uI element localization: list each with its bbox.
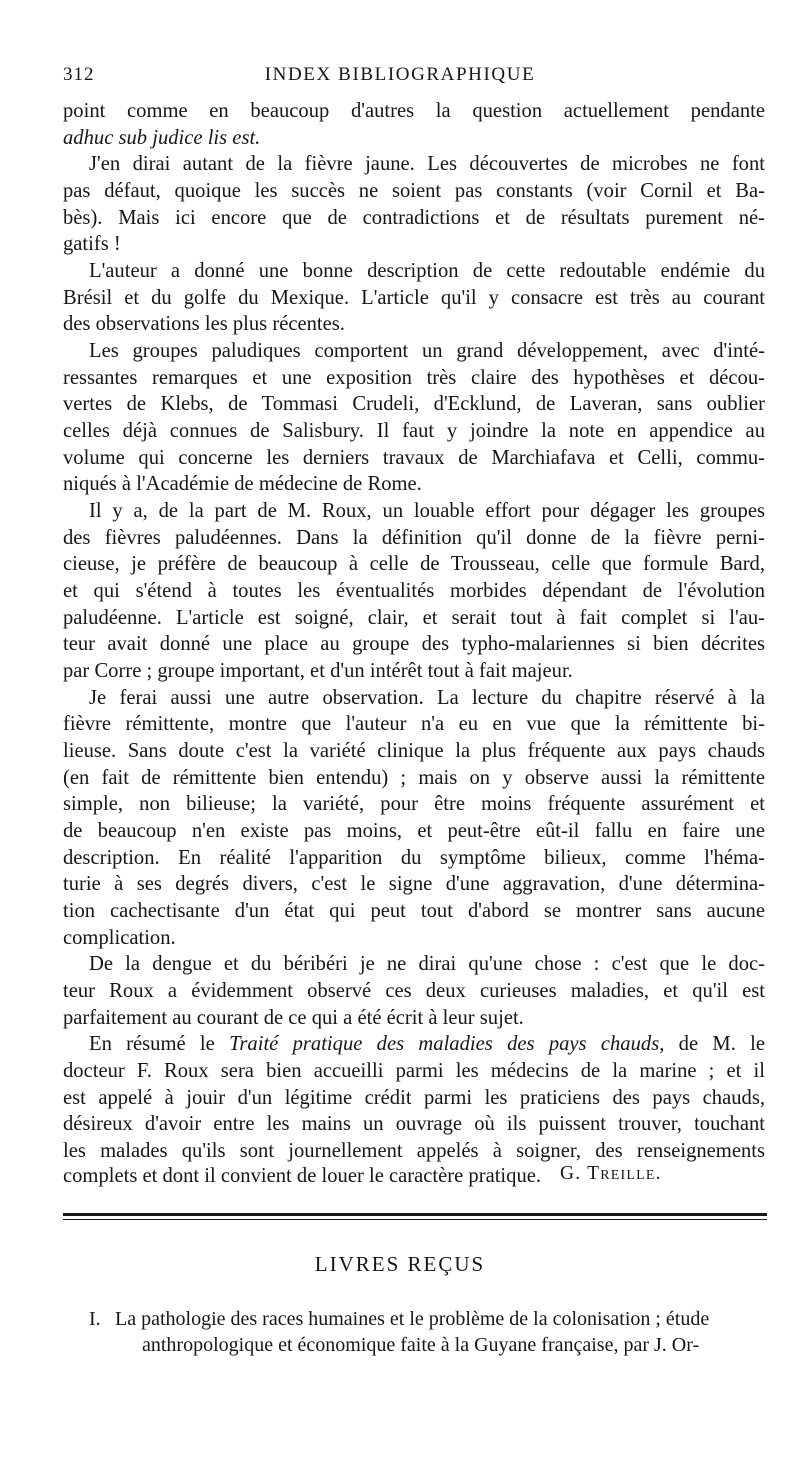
text-line: des observations les plus récentes. [63, 313, 345, 335]
text-line: teur Roux a évidemment observé ces deux curieuses maladies, et qu'il est [63, 980, 765, 1002]
text-line: par Corre ; groupe important, et d'un intérêt tout à fait majeur. [63, 660, 573, 682]
text-line: simple, non bilieuse; la variété, pour être moins fréquente assurément et [63, 793, 765, 815]
text-line: paludéenne. L'article est soigné, clair, et serait tout à fait complet si l'au- [63, 607, 765, 629]
text-line [89, 1031, 765, 1057]
entry-text: La pathologie des races humaines et le problème de la colonisation ; étude [115, 1308, 710, 1330]
text-line: désireux d'avoir entre les mains un ouvrage où ils puissent trouver, touchant [63, 1113, 765, 1135]
text-line: point comme en beaucoup d'autres la question actuellement pendante [63, 100, 765, 122]
entry-number: I. [89, 1308, 101, 1330]
text-line: gatifs ! [63, 233, 121, 255]
section-divider [63, 1213, 767, 1216]
text-line: description. En réalité l'apparition du symptôme bilieux, comme l'héma- [63, 847, 765, 869]
book-title: Traité pratique des maladies des pays chauds [229, 1033, 660, 1055]
page-number: 312 [63, 64, 95, 85]
text-segment: , de M. le [659, 1033, 766, 1055]
text-segment: En résumé le [89, 1033, 230, 1055]
text-line: tion cachectisante d'un état qui peut tout d'abord se montrer sans aucune [63, 900, 765, 922]
text-line: lieuse. Sans doute c'est la variété clinique la plus fréquente aux pays chauds [63, 740, 765, 762]
text-line: Brésil et du golfe du Mexique. L'article qu'il y consacre est très au courant [63, 287, 765, 309]
text-line: des fièvres paludéennes. Dans la définition qu'il donne de la fièvre perni- [63, 527, 765, 549]
text-line: (en fait de rémittente bien entendu) ; mais on y observe aussi la rémittente [63, 767, 765, 789]
text-line [63, 125, 765, 151]
text-line: Il y a, de la part de M. Roux, un louable effort pour dégager les groupes [89, 500, 765, 522]
text-line: est appelé à jouir d'un légitime crédit parmi les praticiens des pays chauds, [63, 1087, 765, 1109]
text-line: De la dengue et du béribéri je ne dirai qu'une chose : c'est que le doc- [89, 953, 765, 975]
text-line: pas défaut, quoique les succès ne soient pas constants (voir Cornil et Ba- [63, 180, 765, 202]
running-head: INDEX BIBLIOGRAPHIQUE [264, 64, 536, 85]
text-line: les malades qu'ils sont journellement appelés à soigner, des renseignements [63, 1140, 765, 1162]
text-line: L'auteur a donné une bonne description de cette redoutable endémie du [89, 260, 765, 282]
text-line: Les groupes paludiques comportent un grand développement, avec d'inté- [89, 340, 765, 362]
text-line: complication. [63, 927, 176, 949]
text-line: Je ferai aussi une autre observation. La lecture du chapitre réservé à la [89, 687, 765, 709]
text-line: bès). Mais ici encore que de contradictions et de résultats purement né- [63, 207, 765, 229]
text-line: fièvre rémittente, montre que l'auteur n'a eu en vue que la rémittente bi- [63, 713, 765, 735]
entry-text: anthropologique et économique faite à la Guyane française, par J. Or- [142, 1334, 700, 1356]
text-line: docteur F. Roux sera bien accueilli parmi les médecins de la marine ; et il [63, 1060, 765, 1082]
text-line: parfaitement au courant de ce qui a été écrit à leur sujet. [63, 1007, 524, 1029]
text-line: turie à ses degrés divers, c'est le signe d'une aggravation, d'une détermina- [63, 873, 765, 895]
text-line: vertes de Klebs, de Tommasi Crudeli, d'Ecklund, de Laveran, sans oublier [63, 393, 765, 415]
section-heading: LIVRES REÇUS [314, 1252, 486, 1276]
text-line: de beaucoup n'en existe pas moins, et peut-être eût-il fallu en faire une [63, 820, 765, 842]
author-signature: G. Treille. [560, 1163, 662, 1184]
text-line: complets et dont il convient de louer le caractère pratique. [63, 1165, 542, 1187]
text-line: et qui s'étend à toutes les éventualités morbides dépendant de l'évolution [63, 580, 765, 602]
section-divider-thin [63, 1219, 767, 1220]
text-line: niqués à l'Académie de médecine de Rome. [63, 473, 422, 495]
text-line: teur avait donné une place au groupe des typho-malariennes si bien décrites [63, 633, 765, 655]
text-line: celles déjà connues de Salisbury. Il faut y joindre la note en appendice au [63, 420, 765, 442]
text-line: J'en dirai autant de la fièvre jaune. Les découvertes de microbes ne font [89, 153, 765, 175]
latin-phrase: adhuc sub judice lis est. [63, 127, 261, 149]
text-line: ressantes remarques et une exposition très claire des hypothèses et décou- [63, 367, 765, 389]
text-line: volume qui concerne les derniers travaux de Marchiafava et Celli, commu- [63, 447, 765, 469]
text-line: cieuse, je préfère de beaucoup à celle de Trousseau, celle que formule Bard, [63, 553, 765, 575]
